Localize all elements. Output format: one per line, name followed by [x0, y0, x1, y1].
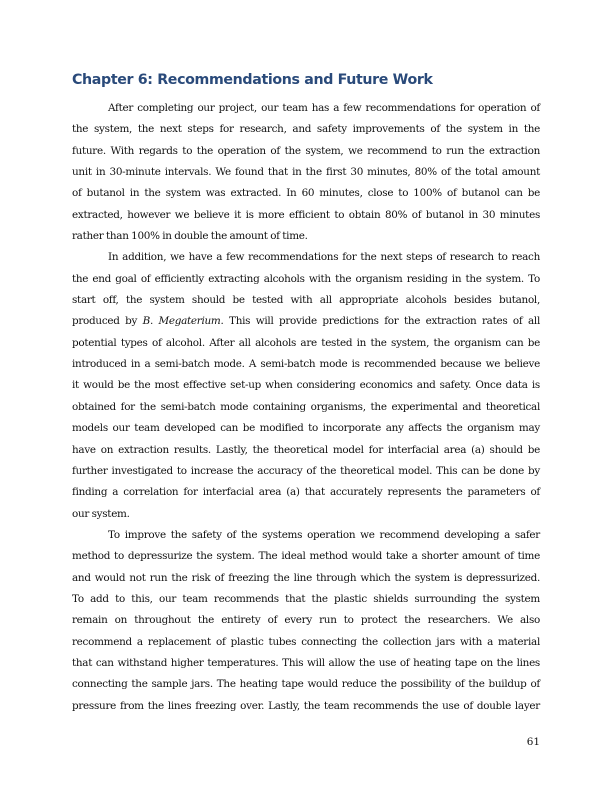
text-line: the system, the next steps for research, and safety improvements of the system in the [72, 123, 540, 136]
text-line: method to depressurize the system. The ideal method would take a shorter amount of time [72, 550, 540, 563]
text-line: introduced in a semi-batch mode. A semi-batch mode is recommended because we believe [72, 358, 540, 371]
text-line: connecting the sample jars. The heating tape would reduce the possibility of the buildup of [72, 678, 540, 691]
text-line: pressure from the lines freezing over. Lastly, the team recommends the use of double layer [72, 699, 540, 712]
text-line: finding a correlation for interfacial area (a) that accurately represents the parameters of [72, 486, 540, 499]
text-line: In addition, we have a few recommendations for the next steps of research to reach [108, 251, 540, 264]
text-line: the end goal of efficiently extracting alcohols with the organism residing in the system. To [72, 272, 540, 285]
text-line: our system. [72, 507, 130, 520]
text-line: rather than 100% in double the amount of time. [72, 230, 308, 243]
text-line: further investigated to increase the accuracy of the theoretical model. This can be done by [72, 464, 540, 477]
text-line: future. With regards to the operation of the system, we recommend to run the extraction [72, 144, 540, 157]
chapter-heading: Chapter 6: Recommendations and Future Work [72, 72, 433, 88]
page-number: 61 [526, 736, 540, 748]
text-line: unit in 30-minute intervals. We found that in the first 30 minutes, 80% of the total amount [72, 166, 540, 179]
text-line: remain on throughout the entirety of every run to protect the researchers. We also [72, 614, 540, 627]
text-line: To add to this, our team recommends that the plastic shields surrounding the system [72, 592, 540, 605]
text-line: models our team developed can be modified to incorporate any affects the organism may [72, 422, 540, 435]
text-line: After completing our project, our team has a few recommendations for operation of [108, 102, 540, 114]
paragraph [72, 525, 540, 717]
paragraph [72, 98, 540, 247]
text-line: of butanol in the system was extracted. In 60 minutes, close to 100% of butanol can be [72, 187, 540, 200]
text-line: obtained for the semi-batch mode containing organisms, the experimental and theoretical [72, 400, 540, 413]
text-line: extracted, however we believe it is more efficient to obtain 80% of butanol in 30 minutes [72, 208, 540, 221]
text-line: and would not run the risk of freezing the line through which the system is depressurized. [72, 571, 540, 584]
text-line: that can withstand higher temperatures. This will allow the use of heating tape on the lines [72, 656, 540, 669]
text-line: potential types of alcohol. After all alcohols are tested in the system, the organism can be [72, 336, 540, 349]
text-line: To improve the safety of the systems operation we recommend developing a safer [108, 528, 540, 541]
text-line: start off, the system should be tested with all appropriate alcohols besides butanol, [72, 294, 540, 307]
species-name: B. Megaterium [142, 315, 221, 328]
paragraph [72, 247, 540, 524]
text-line: have on extraction results. Lastly, the theoretical model for interfacial area (a) should be [72, 443, 540, 456]
text-line: produced by B. Megaterium. This will provide predictions for the extraction rates of all [72, 315, 540, 328]
body-text [72, 98, 540, 717]
text-line: it would be the most effective set-up when considering economics and safety. Once data is [72, 379, 540, 392]
text-line: recommend a replacement of plastic tubes connecting the collection jars with a material [72, 635, 540, 648]
